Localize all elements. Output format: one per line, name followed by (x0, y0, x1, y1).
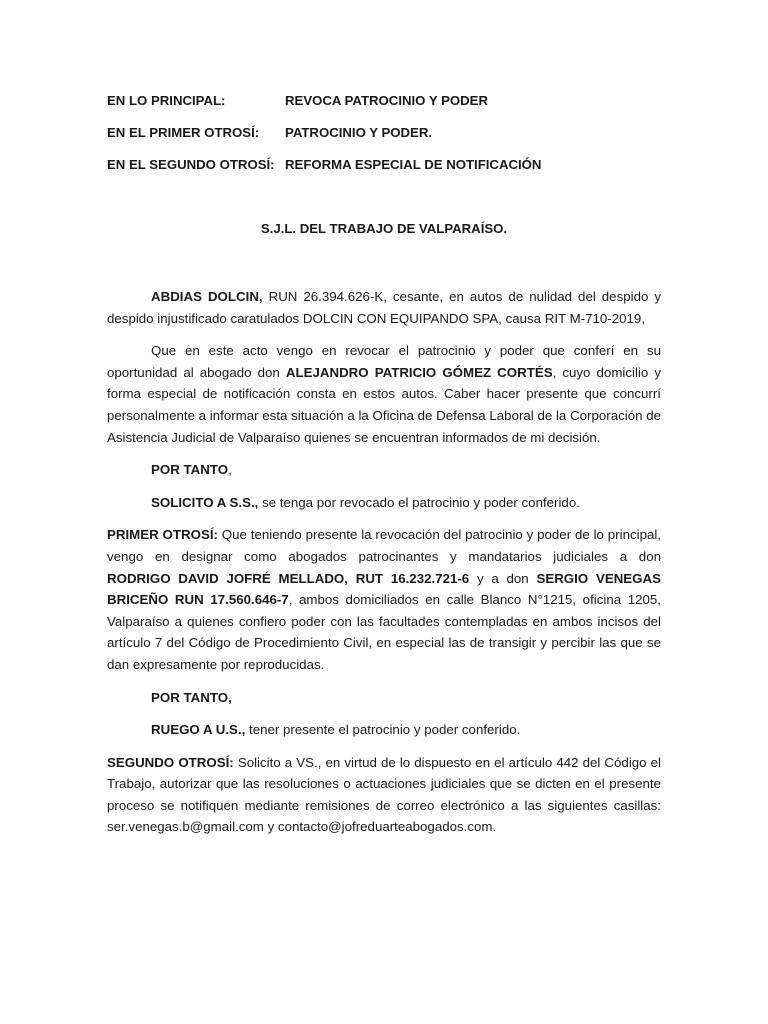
paragraph-por-tanto-1: POR TANTO, (151, 462, 232, 478)
paragraph-solicito: SOLICITO A S.S., se tenga por revocado el patrocinio y poder conferido. (151, 494, 580, 510)
sumilla-row-primer-otrosi (107, 125, 432, 140)
segundo-otrosi-label: SEGUNDO OTROSÍ: (107, 754, 234, 770)
paragraph-primer-otrosi: PRIMER OTROSÍ: Que teniendo presente la revocación del patrocinio y poder de lo principal, vengo en designar como abogados patrocinantes y mandatarios judiciales a don RODRIGO DAVID JOFRÉ MELLADO, RUT 16.232.721-6 y a don SERGIO VENEGAS BRICEÑO RUN 17.560.646-7, ambos domiciliados en calle Blanco N°1215, oficina 1205, Valparaíso a quienes confiero poder con las facultades contempladas en ambos incisos del artículo 7 del Código de Procedimiento Civil, en especial las de transigir y percibir las que se dan expresamente por reproducidas. (107, 527, 662, 672)
sumilla-label: EN EL PRIMER OTROSÍ: (107, 125, 260, 140)
sumilla-label: EN LO PRINCIPAL: (107, 93, 226, 108)
sumilla-row-segundo-otrosi (107, 157, 541, 172)
paragraph-revocacion: Que en este acto vengo en revocar el patrocinio y poder que conferí en su oportunidad al abogado don ALEJANDRO PATRICIO GÓMEZ CORTÉS, cuyo domicilio y forma especial de notificación consta en estos autos. Caber hacer presente que concurrí personalmente a informar esta situación a la Oficina de Defensa Laboral de la Corporación de Asistencia Judicial de Valparaíso quienes se encuentran informados de mi decisión. (107, 343, 661, 445)
lawyer-1-name: RODRIGO DAVID JOFRÉ MELLADO, RUT 16.232.721-6 (107, 570, 470, 586)
paragraph-ruego: RUEGO A U.S., tener presente el patrocinio y poder conferido. (151, 722, 521, 738)
sumilla-value: REVOCA PATROCINIO Y PODER (285, 93, 488, 108)
lawyer-2-name: SERGIO VENEGAS BRICEÑO RUN 17.560.646-7 (107, 570, 661, 608)
paragraph-segundo-otrosi: SEGUNDO OTROSÍ: Solicito a VS., en virtud de lo dispuesto en el artículo 442 del Código el Trabajo, autorizar que las resoluciones o actuaciones judiciales que se dicten en el presente proceso se notifiquen mediante remisiones de correo electrónico a las siguientes casillas: ser.venegas.b@gmail.com y contacto@jofreduarteabogados.com. (107, 754, 662, 835)
sumilla-value: REFORMA ESPECIAL DE NOTIFICACIÓN (285, 157, 542, 172)
primer-otrosi-label: PRIMER OTROSÍ: (107, 527, 218, 543)
party-name: ABDIAS DOLCIN, (151, 289, 263, 304)
court-heading: S.J.L. DEL TRABAJO DE VALPARAÍSO. (260, 221, 508, 236)
document-body (107, 286, 661, 838)
paragraph-comparecencia: ABDIAS DOLCIN, RUN 26.394.626-K, cesante, en autos de nulidad del despido y despido injustificado caratulados DOLCIN CON EQUIPANDO SPA, causa RIT M-710-2019, (107, 289, 661, 326)
sumilla-label: EN EL SEGUNDO OTROSÍ: (107, 157, 275, 172)
revoked-lawyer-name: ALEJANDRO PATRICIO GÓMEZ CORTÉS (285, 364, 553, 380)
sumilla-row-principal (107, 93, 488, 108)
paragraph-por-tanto-2: POR TANTO, (151, 689, 232, 705)
sumilla-value: PATROCINIO Y PODER. (285, 125, 433, 140)
